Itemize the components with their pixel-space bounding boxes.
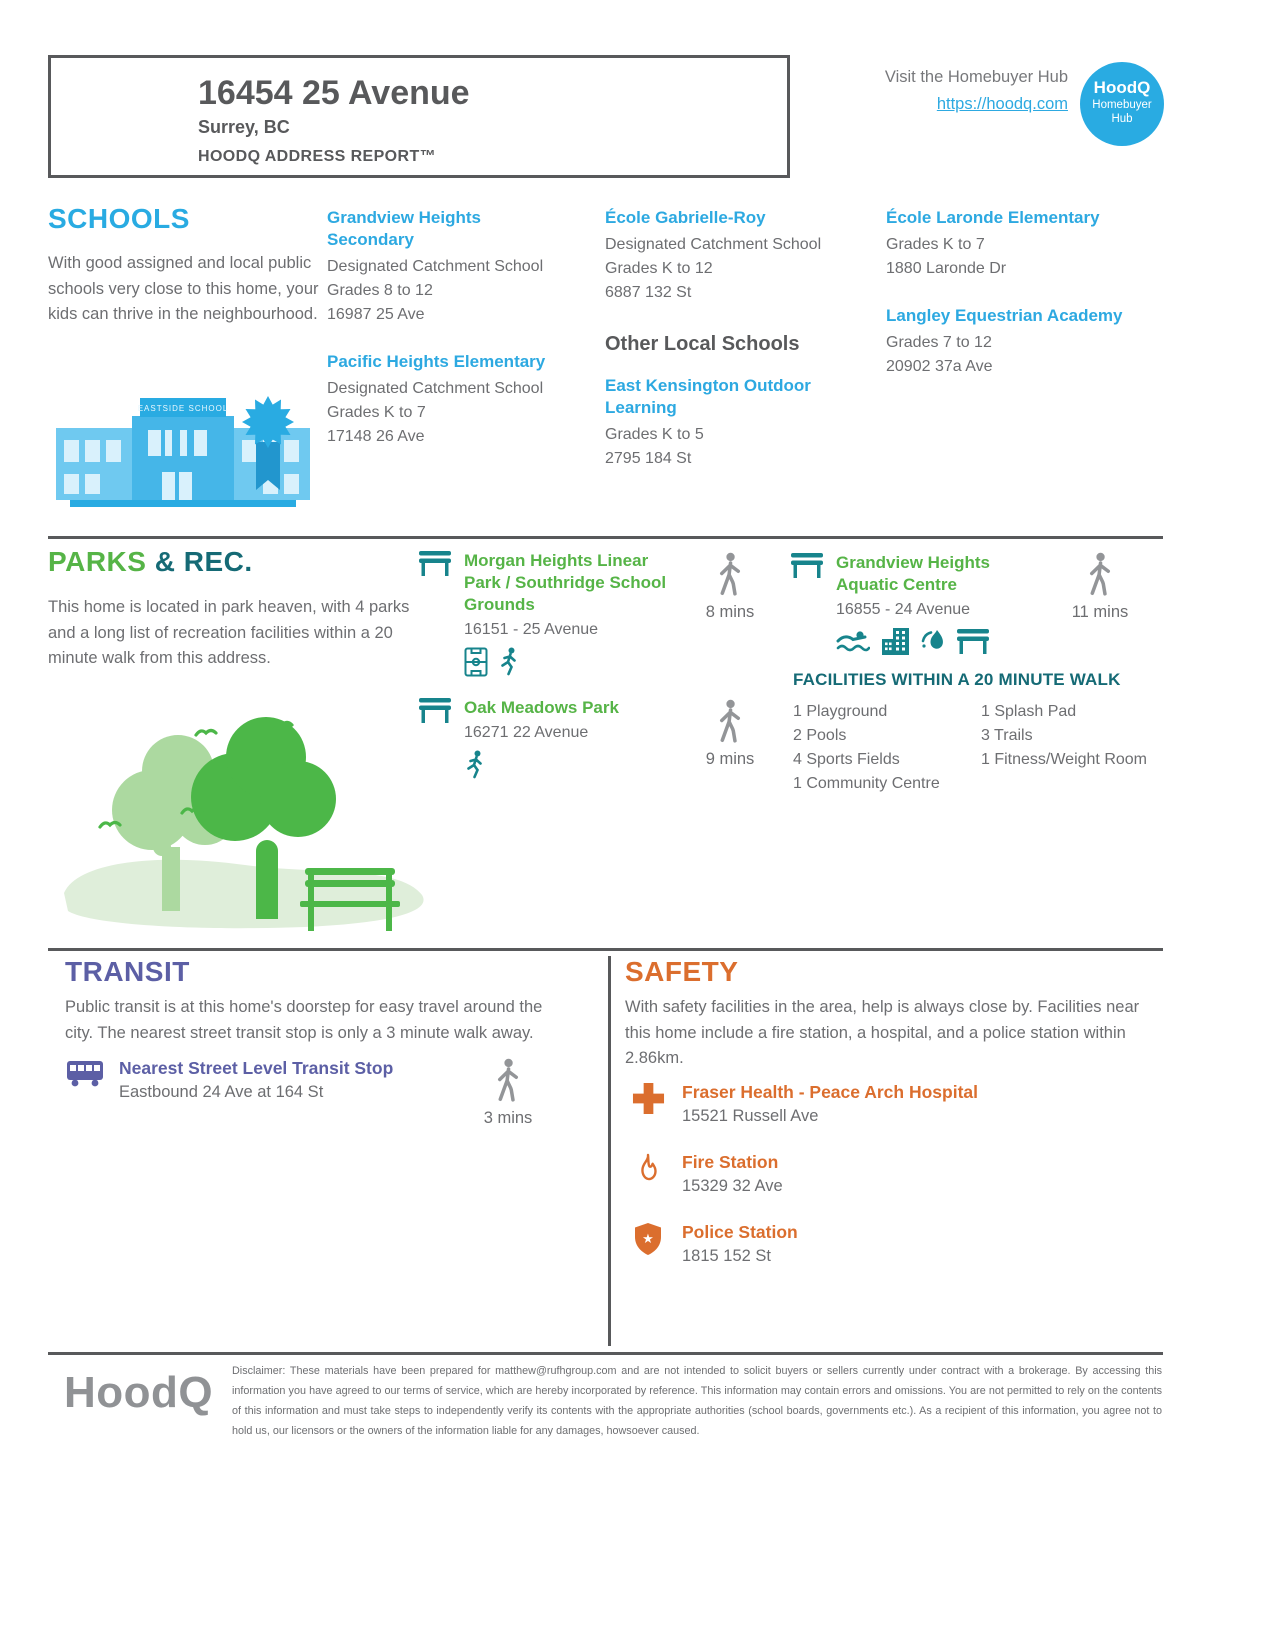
walk-time-label: 8 mins xyxy=(705,603,755,621)
transit-section-title: TRANSIT xyxy=(65,956,190,987)
safety-facility-address: 15329 32 Ave xyxy=(682,1177,783,1195)
walk-time-label: 3 mins xyxy=(483,1109,533,1127)
walk-time-aquatic-centre xyxy=(1064,552,1136,622)
school-address: 20902 37a Ave xyxy=(886,358,993,376)
park-address: 16151 - 25 Avenue xyxy=(464,621,599,639)
hub-visit-text: Visit the Homebuyer Hub xyxy=(884,68,1068,86)
bus-icon xyxy=(65,1058,105,1088)
school-entry xyxy=(327,351,567,449)
park-illustration xyxy=(50,665,435,933)
transit-stop-address: Eastbound 24 Ave at 164 St xyxy=(119,1083,324,1101)
school-grades: Grades K to 5 xyxy=(605,426,704,444)
facility-item: 2 Pools xyxy=(793,727,847,744)
facility-item: 1 Splash Pad xyxy=(981,703,1077,720)
park-name: Morgan Heights Linear Park / Southridge School Grounds xyxy=(464,551,667,615)
walking-person-icon xyxy=(1085,552,1115,596)
badge-line2: Homebuyer xyxy=(1092,99,1152,111)
school-name: Pacific Heights Elementary xyxy=(327,352,546,372)
safety-entry-fire-station xyxy=(630,1152,1110,1196)
school-building-illustration xyxy=(52,384,314,510)
school-address: 1880 Laronde Dr xyxy=(886,260,1007,278)
park-address: 16855 - 24 Avenue xyxy=(836,601,971,619)
school-designation: Designated Catchment School xyxy=(327,258,544,276)
facility-item: 4 Sports Fields xyxy=(793,751,900,768)
safety-facility-address: 15521 Russell Ave xyxy=(682,1107,819,1125)
safety-facility-name: Police Station xyxy=(682,1222,798,1242)
homebuyer-hub-callout xyxy=(858,68,1068,114)
school-address: 17148 26 Ave xyxy=(327,428,425,446)
facilities-right-column xyxy=(981,700,1169,796)
walking-person-icon xyxy=(493,1058,523,1102)
schools-column-4 xyxy=(886,207,1166,403)
safety-facility-name: Fire Station xyxy=(682,1152,779,1172)
flame-icon xyxy=(635,1152,661,1186)
section-divider xyxy=(48,948,1163,951)
transit-stop-entry xyxy=(65,1058,465,1102)
footer-divider xyxy=(48,1352,1163,1355)
school-entry xyxy=(886,207,1166,281)
park-name: Grandview Heights Aquatic Centre xyxy=(836,553,990,595)
walk-time-oak-meadows xyxy=(694,699,766,769)
facilities-heading: FACILITIES WITHIN A 20 MINUTE WALK xyxy=(793,670,1121,689)
schools-intro-text: With good assigned and local public schools very close to this home, your kids can thrive in the neighbourhood. xyxy=(48,254,319,324)
schools-column-2 xyxy=(327,207,567,473)
hoodq-logo: HoodQ xyxy=(64,1368,214,1417)
park-entry-oak-meadows xyxy=(418,697,688,780)
facility-item: 1 Fitness/Weight Room xyxy=(981,751,1147,768)
park-address: 16271 22 Avenue xyxy=(464,724,589,742)
facility-item: 1 Community Centre xyxy=(793,775,940,792)
school-grades: Grades K to 7 xyxy=(886,236,985,254)
police-shield-icon xyxy=(633,1222,663,1256)
parks-section-title xyxy=(48,548,253,576)
school-entry xyxy=(605,207,860,305)
safety-entries xyxy=(630,1082,1110,1292)
running-person-icon xyxy=(498,647,520,677)
running-person-icon xyxy=(464,750,486,780)
other-local-schools-heading: Other Local Schools xyxy=(605,333,800,356)
parks-title-green: PARKS xyxy=(48,546,147,577)
transit-stop-title: Nearest Street Level Transit Stop xyxy=(119,1058,394,1078)
safety-entry-police-station xyxy=(630,1222,1110,1266)
bench-icon xyxy=(956,628,990,655)
address-header-box xyxy=(48,55,790,178)
safety-section-title: SAFETY xyxy=(625,956,739,987)
walk-time-label: 9 mins xyxy=(705,750,755,768)
school-name: École Gabrielle-Roy xyxy=(605,208,766,227)
walk-time-label: 11 mins xyxy=(1071,603,1129,621)
schools-section-title: SCHOOLS xyxy=(48,203,190,234)
schools-intro-column xyxy=(48,205,322,328)
school-address: 6887 132 St xyxy=(605,284,692,302)
school-entry xyxy=(327,207,567,327)
school-designation: Designated Catchment School xyxy=(327,380,544,398)
page-title: 16454 25 Avenue xyxy=(198,74,470,112)
safety-facility-address: 1815 152 St xyxy=(682,1247,771,1265)
school-name: École Laronde Elementary xyxy=(886,208,1100,227)
splash-pad-icon xyxy=(920,627,946,655)
svg-text:★: ★ xyxy=(642,1231,654,1246)
address-city: Surrey, BC xyxy=(198,116,290,137)
park-name: Oak Meadows Park xyxy=(464,698,619,717)
parks-intro-text: This home is located in park heaven, with 4 parks and a long list of recreation facilities within a 20 minute walk from this address. xyxy=(48,598,410,668)
facility-item: 1 Playground xyxy=(793,703,888,720)
park-entry-morgan-heights xyxy=(418,550,688,677)
sports-field-icon xyxy=(464,647,488,677)
transit-intro-text: Public transit is at this home's doorstep for easy travel around the city. The nearest street transit stop is only a 3 minute walk away. xyxy=(65,998,543,1042)
hospital-cross-icon xyxy=(632,1082,665,1115)
school-address: 16987 25 Ave xyxy=(327,306,425,324)
walk-time-transit xyxy=(472,1058,544,1128)
walking-person-icon xyxy=(715,552,745,596)
badge-line3: Hub xyxy=(1111,113,1133,126)
walk-time-morgan-heights xyxy=(694,552,766,622)
safety-intro-text: With safety facilities in the area, help is always close by. Facilities near this home include a fire station, a hospital, and a police station within 2.86km. xyxy=(625,998,1140,1068)
school-name: Langley Equestrian Academy xyxy=(886,306,1123,326)
footer-disclaimer: Disclaimer: These materials have been prepared for matthew@rufhgroup.com and are not intended to solicit buyers or sellers currently under contract with a brokerage. By accessing this information you have agreed to our terms of service, which are hereby incorporated by reference. This information may contain errors and omissions. You are not permitted to rely on the contents of this information and must take steps to independently verify its contents with the appropriate authorities (school boards, governments etc.). As a recipient of this information, you agree not to hold us, our licensors or the owners of the information liable for any damages, howsoever caused. xyxy=(232,1365,1162,1437)
safety-facility-name: Fraser Health - Peace Arch Hospital xyxy=(682,1082,978,1102)
hub-link[interactable]: https://hoodq.com xyxy=(936,95,1068,113)
parks-title-teal: & REC. xyxy=(146,546,253,577)
bench-icon xyxy=(418,697,452,724)
badge-brand: HoodQ xyxy=(1093,78,1151,97)
school-entry xyxy=(605,375,860,471)
school-grades: Grades 8 to 12 xyxy=(327,282,433,300)
facilities-block xyxy=(793,670,1183,796)
school-sign-label: EASTSIDE SCHOOL xyxy=(137,404,229,413)
homebuyer-hub-badge xyxy=(1080,62,1164,146)
report-type-label: HOODQ ADDRESS REPORT™ xyxy=(198,147,437,165)
swimmer-icon xyxy=(836,629,870,655)
community-centre-icon xyxy=(880,627,910,655)
schools-column-3 xyxy=(605,207,860,495)
school-grades: Grades K to 7 xyxy=(327,404,426,422)
school-name: Grandview Heights Secondary xyxy=(327,208,481,250)
school-address: 2795 184 St xyxy=(605,450,692,468)
safety-entry-hospital xyxy=(630,1082,1110,1126)
school-designation: Designated Catchment School xyxy=(605,236,822,254)
school-grades: Grades 7 to 12 xyxy=(886,334,992,352)
column-divider xyxy=(608,956,611,1346)
school-grades: Grades K to 12 xyxy=(605,260,713,278)
bench-icon xyxy=(790,552,824,579)
park-entry-aquatic-centre xyxy=(790,552,1040,655)
bench-icon xyxy=(418,550,452,577)
section-divider xyxy=(48,536,1163,539)
walking-person-icon xyxy=(715,699,745,743)
facility-item: 3 Trails xyxy=(981,727,1033,744)
school-entry xyxy=(886,305,1166,379)
school-name: East Kensington Outdoor Learning xyxy=(605,376,811,418)
facilities-left-column xyxy=(793,700,981,796)
